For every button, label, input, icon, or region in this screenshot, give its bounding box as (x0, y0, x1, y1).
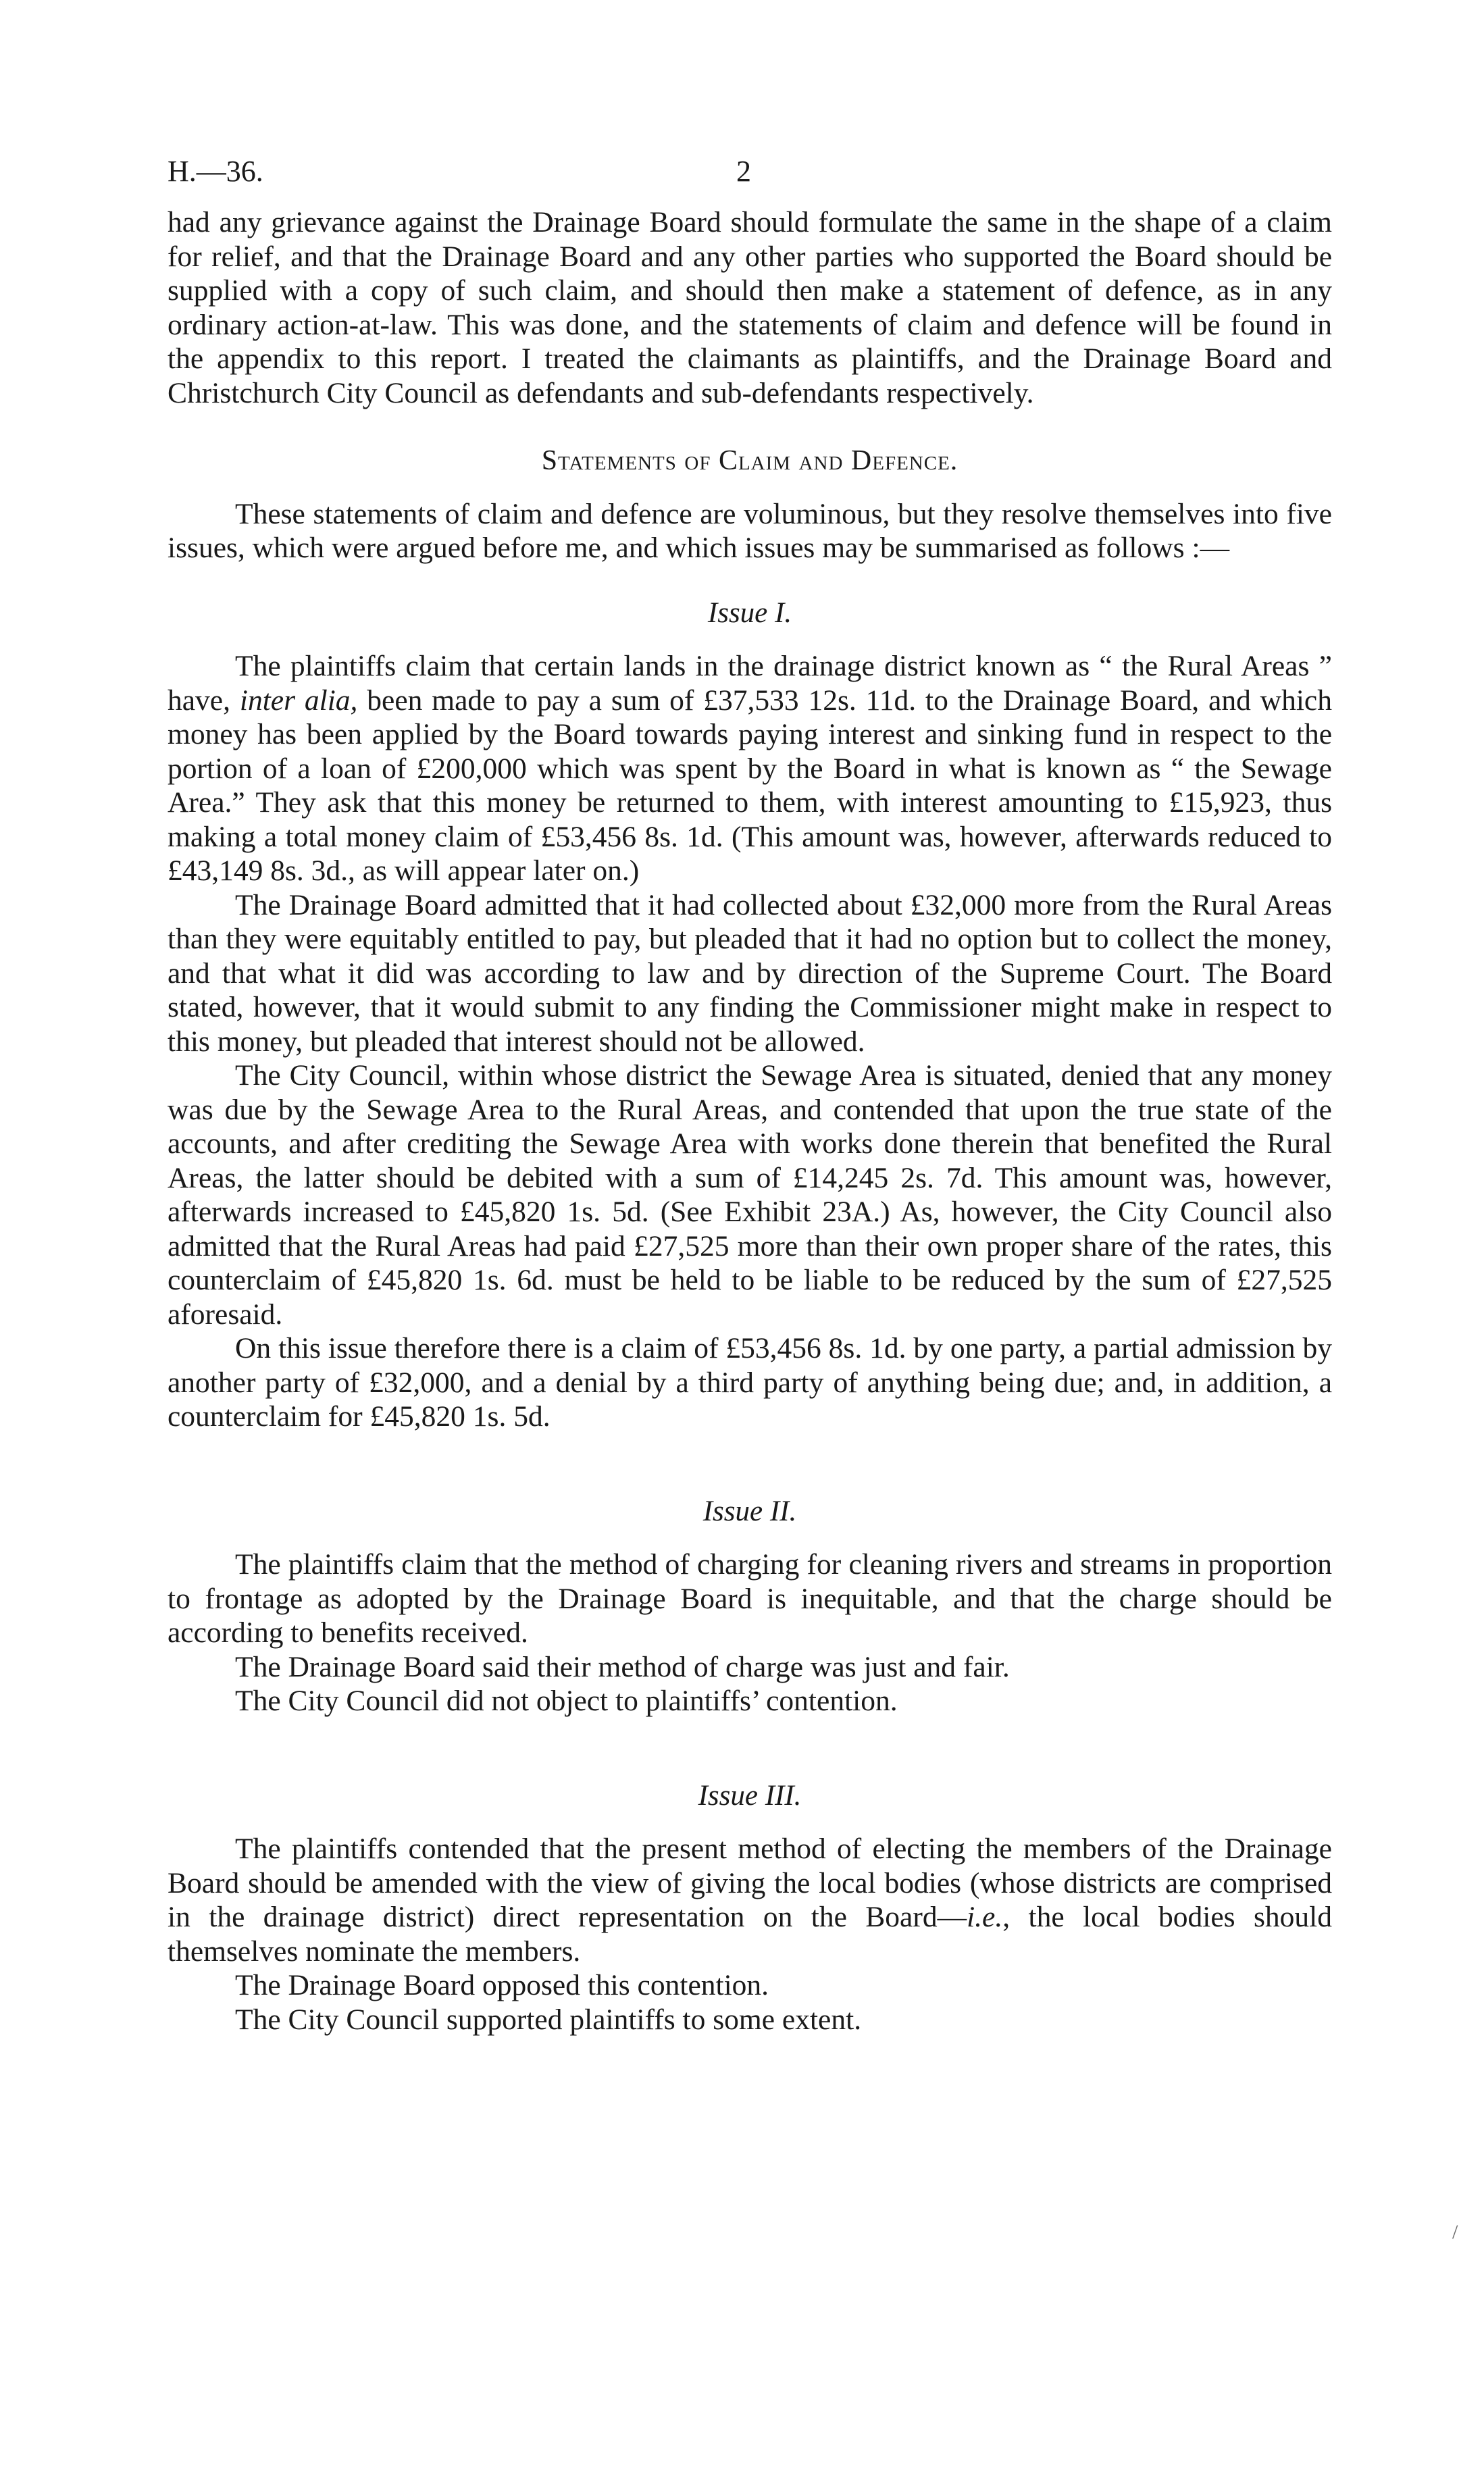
margin-mark: / (1452, 2221, 1458, 2243)
issue-1-paragraph-2: The Drainage Board admitted that it had collected about £32,000 more from the Rural Areas than they were equitably entitled to pay, but pleaded that it had no option but to collect the money, and that what it did was according to law and by direction of the Supreme Court. The Board stated, however, that it would submit to any finding the Commissioner might make in respect to this money, but pleaded that interest should not be allowed. (168, 888, 1332, 1058)
issue-3-p1-text-b: , the local bodies should themselves nominate the members. (168, 1901, 1332, 1968)
intro-paragraph: had any grievance against the Drainage Board should formulate the same in the shape of a claim for relief, and that the Drainage Board and any other parties who supported the Board should be supplied with a copy of such claim, and should then make a statement of defence, as in any ordinary action-at-law. This was done, and the statements of claim and defence will be found in the appendix to this report. I treated the claimants as plaintiffs, and the Drainage Board and Christchurch City Council as defendants and sub-defendants respectively. (168, 206, 1332, 409)
issue-1-paragraph-3 (168, 1058, 1332, 1331)
issue-2-paragraph-3: The City Council did not object to plaintiffs’ contention. (235, 1685, 898, 1717)
issue-1-paragraph-1 (168, 649, 1332, 888)
statements-heading: Statements of Claim and Defence. (541, 445, 958, 476)
issue-1-heading: Issue I. (707, 596, 792, 629)
issue-1-p1-text-a: The plaintiffs claim that certain lands in the drainage district known as “ the Rural Areas ” have, (168, 650, 1332, 717)
issue-2-paragraph-1: The plaintiffs claim that the method of charging for cleaning rivers and streams in proportion to frontage as adopted by the Drainage Board is inequitable, and that the charge should be according to benefits received. (168, 1548, 1332, 1649)
issue-1-p3-text-a: The City Council, within whose district the Sewage Area is situated, denied that any money was due by the Sewage Area to the Rural Areas, and contended that upon the true state of the accounts, and after crediting the Sewage Area with works done therein that benefited the Rural Areas, the latter should be debited with a sum of £14,245 2s. 7d. This amount was, however, afterwards increased to £45,820 1s. 5d. (See Exhibit 23 (168, 1059, 1332, 1228)
issue-3-p1-text-a: The plaintiffs contended that the present method of electing the members of the Drainage Board should be amended with the view of giving the local bodies (whose districts are comprised in the drainage district) direct representation on the Board— (168, 1833, 1332, 1933)
issue-1-p1-italic: inter alia, (239, 684, 358, 717)
issue-3-p1-italic: i.e. (967, 1901, 1003, 1933)
page-number: 2 (736, 155, 751, 188)
issue-1-p3-text-b: .) As, however, the City Council also admitted that the Rural Areas had paid £27,525 more than their own proper share of the rates, this counterclaim of £45,820 1s. 6d. must be held to be liable to be reduced by the sum of £27,525 aforesaid. (168, 1196, 1332, 1331)
issue-3-paragraph-3: The City Council supported plaintiffs to some extent. (235, 2003, 862, 2036)
document-reference: H.—36. (168, 155, 263, 188)
issue-2-heading: Issue II. (702, 1495, 797, 1527)
issue-1-p1-text-b: been made to pay a sum of £37,533 12s. 11d. to the Drainage Board, and which money has been applied by the Board towards paying interest and sinking fund in respect to the portion of a loan of £200,000 which was spent by the Board in what is known as “ the Sewage Area.” They ask that this money be returned to them, with interest amounting to £15,923, thus making a total money claim of £53,456 8s. 1d. (This amount was, however, afterwards reduced to £43,149 8s. 3d., as will appear later on.) (168, 684, 1332, 887)
document-body (168, 205, 1332, 2037)
issue-3-paragraph-2: The Drainage Board opposed this contention. (235, 1969, 769, 2001)
issue-2-paragraph-2: The Drainage Board said their method of charge was just and fair. (235, 1650, 1010, 1683)
statements-paragraph: These statements of claim and defence are voluminous, but they resolve themselves into five issues, which were argued before me, and which issues may be summarised as follows :— (168, 497, 1332, 564)
issue-1-p3-exhibit-suffix: A (851, 1196, 873, 1228)
page-header (168, 154, 1332, 195)
issue-1-paragraph-4: On this issue therefore there is a claim of £53,456 8s. 1d. by one party, a partial admission by another party of £32,000, and a denial by a third party of anything being due; and, in addition, a counterclaim for £45,820 1s. 5d. (168, 1332, 1332, 1433)
issue-3-paragraph-1 (168, 1832, 1332, 1968)
issue-3-heading: Issue III. (698, 1779, 802, 1812)
